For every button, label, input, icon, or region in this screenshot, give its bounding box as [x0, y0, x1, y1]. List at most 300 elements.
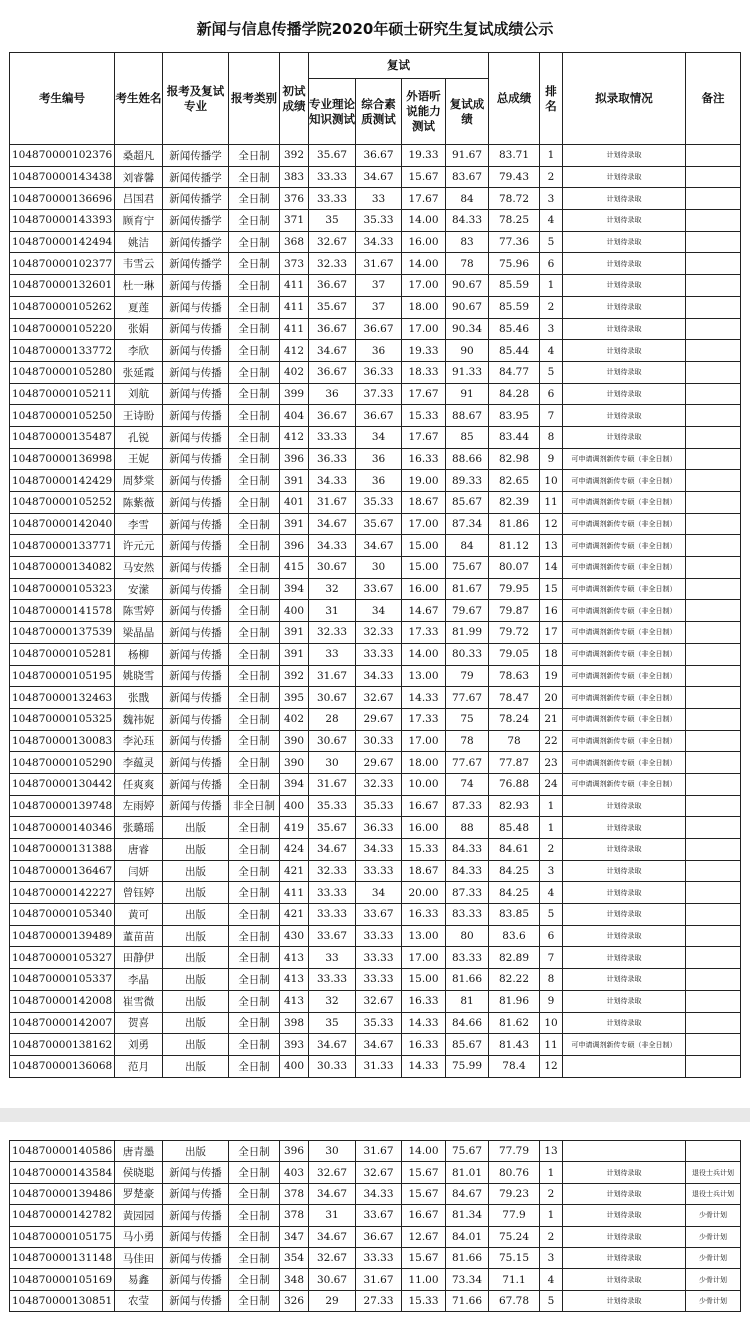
cell-name: 马佳田	[115, 1247, 163, 1268]
cell-theory: 35.67	[309, 296, 356, 318]
cell-status: 计划待录取	[563, 1290, 686, 1311]
cell-rank: 10	[540, 1012, 563, 1034]
cell-retest-score: 81.66	[446, 1247, 489, 1268]
cell-total: 79.05	[489, 643, 540, 665]
cell-remark	[686, 492, 741, 514]
cell-initial: 400	[280, 795, 309, 817]
cell-theory: 33.33	[309, 426, 356, 448]
cell-id: 104870000105169	[10, 1269, 115, 1290]
cell-retest-score: 71.66	[446, 1290, 489, 1311]
cell-remark	[686, 405, 741, 427]
cell-initial: 430	[280, 925, 309, 947]
cell-id: 104870000143584	[10, 1162, 115, 1183]
cell-status: 计划待录取	[563, 383, 686, 405]
table-row	[10, 231, 741, 253]
cell-language: 17.67	[402, 426, 446, 448]
cell-language: 20.00	[402, 882, 446, 904]
cell-name: 姚洁	[115, 231, 163, 253]
header-type: 报考类别	[229, 53, 280, 145]
cell-type: 全日制	[229, 1141, 280, 1162]
cell-total: 84.25	[489, 882, 540, 904]
cell-theory: 31	[309, 1205, 356, 1226]
cell-theory: 33.33	[309, 188, 356, 210]
cell-type: 全日制	[229, 535, 280, 557]
cell-total: 84.25	[489, 860, 540, 882]
cell-status: 计划待录取	[563, 904, 686, 926]
cell-remark: 少骨计划	[686, 1269, 741, 1290]
cell-initial: 400	[280, 1055, 309, 1077]
cell-language: 18.67	[402, 860, 446, 882]
cell-type: 全日制	[229, 925, 280, 947]
cell-retest-score: 90.34	[446, 318, 489, 340]
cell-major: 新闻传播学	[163, 145, 229, 167]
cell-initial: 378	[280, 1183, 309, 1204]
cell-id: 104870000132463	[10, 687, 115, 709]
cell-rank: 5	[540, 1290, 563, 1311]
cell-remark	[686, 426, 741, 448]
cell-type: 全日制	[229, 296, 280, 318]
cell-initial: 413	[280, 947, 309, 969]
cell-total: 81.62	[489, 1012, 540, 1034]
table-row	[10, 839, 741, 861]
table-row	[10, 969, 741, 991]
cell-quality: 29.67	[356, 708, 402, 730]
cell-theory: 36.67	[309, 405, 356, 427]
cell-id: 104870000105175	[10, 1226, 115, 1247]
cell-type: 全日制	[229, 145, 280, 167]
cell-remark	[686, 773, 741, 795]
cell-name: 黄可	[115, 904, 163, 926]
cell-rank: 10	[540, 470, 563, 492]
cell-language: 16.00	[402, 578, 446, 600]
cell-retest-score: 90	[446, 340, 489, 362]
cell-rank: 1	[540, 145, 563, 167]
cell-total: 77.79	[489, 1141, 540, 1162]
cell-theory: 33	[309, 947, 356, 969]
cell-major: 新闻传播学	[163, 210, 229, 232]
cell-rank: 5	[540, 904, 563, 926]
cell-status: 计划待录取	[563, 210, 686, 232]
cell-initial: 411	[280, 296, 309, 318]
cell-id: 104870000140586	[10, 1141, 115, 1162]
cell-id: 104870000105340	[10, 904, 115, 926]
cell-total: 79.95	[489, 578, 540, 600]
cell-retest-score: 81.99	[446, 622, 489, 644]
cell-major: 新闻与传播	[163, 1226, 229, 1247]
cell-name: 王妮	[115, 448, 163, 470]
cell-rank: 3	[540, 860, 563, 882]
cell-rank: 2	[540, 839, 563, 861]
table-row	[10, 643, 741, 665]
cell-initial: 402	[280, 708, 309, 730]
table-row	[10, 188, 741, 210]
cell-language: 14.00	[402, 253, 446, 275]
cell-total: 71.1	[489, 1269, 540, 1290]
cell-rank: 3	[540, 1247, 563, 1268]
cell-major: 新闻与传播	[163, 448, 229, 470]
cell-language: 13.00	[402, 925, 446, 947]
table-row	[10, 578, 741, 600]
cell-quality: 32.67	[356, 990, 402, 1012]
cell-name: 罗楚豪	[115, 1183, 163, 1204]
cell-id: 104870000142007	[10, 1012, 115, 1034]
cell-language: 15.67	[402, 166, 446, 188]
cell-type: 全日制	[229, 773, 280, 795]
cell-major: 出版	[163, 990, 229, 1012]
cell-quality: 33.33	[356, 969, 402, 991]
cell-total: 77.36	[489, 231, 540, 253]
table-row	[10, 1269, 741, 1290]
cell-theory: 34.67	[309, 340, 356, 362]
cell-type: 全日制	[229, 969, 280, 991]
page-break	[0, 1108, 750, 1122]
cell-theory: 34.67	[309, 839, 356, 861]
cell-status: 计划待录取	[563, 166, 686, 188]
cell-status: 计划待录取	[563, 1269, 686, 1290]
cell-total: 83.85	[489, 904, 540, 926]
table-row	[10, 513, 741, 535]
cell-language: 17.67	[402, 383, 446, 405]
cell-type: 全日制	[229, 947, 280, 969]
cell-rank: 8	[540, 969, 563, 991]
cell-major: 出版	[163, 1141, 229, 1162]
cell-major: 新闻与传播	[163, 600, 229, 622]
cell-total: 81.86	[489, 513, 540, 535]
cell-retest-score: 88	[446, 817, 489, 839]
cell-rank: 4	[540, 210, 563, 232]
cell-remark: 少骨计划	[686, 1247, 741, 1268]
cell-quality: 34	[356, 600, 402, 622]
cell-remark	[686, 253, 741, 275]
cell-id: 104870000143393	[10, 210, 115, 232]
cell-major: 新闻与传播	[163, 405, 229, 427]
cell-status: 可申请调剂新传专硕（非全日制）	[563, 752, 686, 774]
cell-status: 可申请调剂新传专硕（非全日制）	[563, 687, 686, 709]
cell-initial: 403	[280, 1162, 309, 1183]
cell-remark	[686, 990, 741, 1012]
cell-initial: 326	[280, 1290, 309, 1311]
cell-initial: 396	[280, 1141, 309, 1162]
page-title: 新闻与信息传播学院2020年硕士研究生复试成绩公示	[196, 20, 554, 38]
cell-rank: 12	[540, 1055, 563, 1077]
cell-name: 马安然	[115, 557, 163, 579]
cell-theory: 32.67	[309, 1247, 356, 1268]
cell-status: 计划待录取	[563, 275, 686, 297]
table-row	[10, 535, 741, 557]
cell-type: 全日制	[229, 188, 280, 210]
cell-language: 16.00	[402, 231, 446, 253]
score-table	[9, 52, 741, 1078]
cell-language: 18.00	[402, 752, 446, 774]
cell-type: 全日制	[229, 1290, 280, 1311]
cell-type: 全日制	[229, 752, 280, 774]
cell-quality: 31.67	[356, 1269, 402, 1290]
cell-name: 桑超凡	[115, 145, 163, 167]
cell-initial: 390	[280, 752, 309, 774]
table-row	[10, 730, 741, 752]
cell-name: 李蕴灵	[115, 752, 163, 774]
table-row	[10, 687, 741, 709]
cell-type: 全日制	[229, 1034, 280, 1056]
cell-language: 15.00	[402, 535, 446, 557]
cell-rank: 6	[540, 383, 563, 405]
cell-id: 104870000136467	[10, 860, 115, 882]
cell-rank: 11	[540, 1034, 563, 1056]
cell-major: 新闻传播学	[163, 231, 229, 253]
cell-remark	[686, 665, 741, 687]
cell-id: 104870000143438	[10, 166, 115, 188]
cell-remark	[686, 622, 741, 644]
cell-total: 79.23	[489, 1183, 540, 1204]
cell-rank: 18	[540, 643, 563, 665]
cell-quality: 34	[356, 882, 402, 904]
cell-id: 104870000142227	[10, 882, 115, 904]
cell-major: 新闻与传播	[163, 426, 229, 448]
cell-type: 全日制	[229, 1269, 280, 1290]
cell-name: 刘勇	[115, 1034, 163, 1056]
cell-status: 可申请调剂新传专硕（非全日制）	[563, 643, 686, 665]
cell-theory: 34.67	[309, 513, 356, 535]
cell-initial: 392	[280, 665, 309, 687]
cell-status: 计划待录取	[563, 882, 686, 904]
cell-status: 计划待录取	[563, 1012, 686, 1034]
cell-total: 76.88	[489, 773, 540, 795]
cell-type: 全日制	[229, 990, 280, 1012]
cell-quality: 37.33	[356, 383, 402, 405]
cell-initial: 411	[280, 318, 309, 340]
cell-language: 16.33	[402, 990, 446, 1012]
cell-initial: 415	[280, 557, 309, 579]
cell-theory: 36	[309, 383, 356, 405]
cell-name: 闫妍	[115, 860, 163, 882]
cell-total: 77.9	[489, 1205, 540, 1226]
cell-major: 出版	[163, 817, 229, 839]
cell-total: 78.24	[489, 708, 540, 730]
cell-retest-score: 75.99	[446, 1055, 489, 1077]
cell-total: 85.46	[489, 318, 540, 340]
cell-theory: 36.67	[309, 275, 356, 297]
cell-initial: 396	[280, 535, 309, 557]
cell-major: 新闻与传播	[163, 340, 229, 362]
cell-major: 新闻与传播	[163, 275, 229, 297]
cell-initial: 390	[280, 730, 309, 752]
cell-name: 孔锐	[115, 426, 163, 448]
cell-initial: 383	[280, 166, 309, 188]
cell-language: 15.00	[402, 969, 446, 991]
cell-name: 陈紫薇	[115, 492, 163, 514]
cell-theory: 32.33	[309, 253, 356, 275]
cell-retest-score: 84.67	[446, 1183, 489, 1204]
cell-rank: 1	[540, 1162, 563, 1183]
cell-quality: 32.33	[356, 773, 402, 795]
cell-quality: 34	[356, 426, 402, 448]
cell-total: 78.4	[489, 1055, 540, 1077]
cell-type: 全日制	[229, 231, 280, 253]
cell-total: 85.59	[489, 296, 540, 318]
cell-status: 计划待录取	[563, 1183, 686, 1204]
cell-retest-score: 83	[446, 231, 489, 253]
cell-name: 顾育宁	[115, 210, 163, 232]
cell-retest-score: 87.34	[446, 513, 489, 535]
cell-remark	[686, 708, 741, 730]
cell-rank: 2	[540, 296, 563, 318]
cell-retest-score: 84.33	[446, 210, 489, 232]
cell-initial: 376	[280, 188, 309, 210]
cell-total: 78.47	[489, 687, 540, 709]
cell-rank: 1	[540, 817, 563, 839]
cell-remark	[686, 752, 741, 774]
cell-theory: 30.67	[309, 730, 356, 752]
cell-name: 张戬	[115, 687, 163, 709]
cell-theory: 36.67	[309, 318, 356, 340]
cell-total: 85.44	[489, 340, 540, 362]
cell-retest-score: 74	[446, 773, 489, 795]
table-row	[10, 1205, 741, 1226]
table-row	[10, 166, 741, 188]
cell-type: 全日制	[229, 470, 280, 492]
cell-id: 104870000105262	[10, 296, 115, 318]
cell-language: 15.67	[402, 1183, 446, 1204]
cell-type: 全日制	[229, 361, 280, 383]
cell-language: 15.67	[402, 1162, 446, 1183]
table-row	[10, 492, 741, 514]
cell-type: 全日制	[229, 340, 280, 362]
cell-retest-score: 84	[446, 188, 489, 210]
cell-language: 19.33	[402, 340, 446, 362]
cell-total: 83.6	[489, 925, 540, 947]
cell-language: 18.67	[402, 492, 446, 514]
cell-retest-score: 84	[446, 535, 489, 557]
cell-quality: 34.67	[356, 166, 402, 188]
cell-total: 82.93	[489, 795, 540, 817]
cell-id: 104870000130851	[10, 1290, 115, 1311]
cell-retest-score: 91	[446, 383, 489, 405]
cell-rank: 9	[540, 990, 563, 1012]
cell-id: 104870000139748	[10, 795, 115, 817]
cell-remark	[686, 166, 741, 188]
cell-name: 唐睿	[115, 839, 163, 861]
cell-major: 新闻与传播	[163, 1269, 229, 1290]
cell-status: 可申请调剂新传专硕（非全日制）	[563, 600, 686, 622]
cell-status: 可申请调剂新传专硕（非全日制）	[563, 492, 686, 514]
cell-total: 75.96	[489, 253, 540, 275]
cell-initial: 393	[280, 1034, 309, 1056]
cell-initial: 371	[280, 210, 309, 232]
cell-name: 魏祎妮	[115, 708, 163, 730]
cell-theory: 36.33	[309, 448, 356, 470]
cell-language: 15.00	[402, 557, 446, 579]
cell-total: 83.71	[489, 145, 540, 167]
cell-id: 104870000105281	[10, 643, 115, 665]
cell-name: 张璐瑶	[115, 817, 163, 839]
cell-type: 全日制	[229, 860, 280, 882]
cell-type: 全日制	[229, 492, 280, 514]
cell-status: 计划待录取	[563, 318, 686, 340]
cell-quality: 36.67	[356, 318, 402, 340]
cell-remark	[686, 904, 741, 926]
cell-major: 新闻与传播	[163, 1290, 229, 1311]
cell-theory: 31.67	[309, 665, 356, 687]
cell-status: 可申请调剂新传专硕（非全日制）	[563, 513, 686, 535]
cell-language: 16.00	[402, 817, 446, 839]
cell-major: 出版	[163, 904, 229, 926]
cell-id: 104870000142008	[10, 990, 115, 1012]
cell-quality: 29.67	[356, 752, 402, 774]
cell-remark: 退役士兵计划	[686, 1162, 741, 1183]
cell-type: 全日制	[229, 383, 280, 405]
header-id: 考生编号	[10, 53, 115, 145]
cell-status: 计划待录取	[563, 860, 686, 882]
cell-language: 14.00	[402, 210, 446, 232]
cell-rank: 4	[540, 340, 563, 362]
cell-retest-score: 81.67	[446, 578, 489, 600]
cell-status: 计划待录取	[563, 947, 686, 969]
table-row	[10, 1183, 741, 1204]
cell-major: 新闻与传播	[163, 470, 229, 492]
cell-major: 新闻与传播	[163, 795, 229, 817]
cell-major: 新闻与传播	[163, 535, 229, 557]
cell-remark	[686, 1012, 741, 1034]
cell-status: 计划待录取	[563, 969, 686, 991]
cell-rank: 21	[540, 708, 563, 730]
cell-retest-score: 80	[446, 925, 489, 947]
cell-status: 可申请调剂新传专硕（非全日制）	[563, 665, 686, 687]
cell-name: 王诗盼	[115, 405, 163, 427]
cell-id: 104870000136998	[10, 448, 115, 470]
cell-total: 79.43	[489, 166, 540, 188]
cell-type: 全日制	[229, 275, 280, 297]
cell-theory: 32.33	[309, 622, 356, 644]
cell-name: 李沁珏	[115, 730, 163, 752]
cell-id: 104870000105323	[10, 578, 115, 600]
header-remark: 备注	[686, 53, 741, 145]
cell-remark	[686, 470, 741, 492]
cell-theory: 31.67	[309, 773, 356, 795]
cell-major: 出版	[163, 947, 229, 969]
cell-quality: 35.33	[356, 492, 402, 514]
cell-theory: 32	[309, 578, 356, 600]
cell-major: 新闻与传播	[163, 622, 229, 644]
cell-status: 计划待录取	[563, 340, 686, 362]
cell-rank: 23	[540, 752, 563, 774]
cell-language: 17.00	[402, 730, 446, 752]
cell-id: 104870000105250	[10, 405, 115, 427]
cell-remark	[686, 513, 741, 535]
cell-quality: 33.67	[356, 904, 402, 926]
cell-retest-score: 84.01	[446, 1226, 489, 1247]
cell-retest-score: 83.67	[446, 166, 489, 188]
cell-quality: 36	[356, 448, 402, 470]
cell-status: 计划待录取	[563, 990, 686, 1012]
cell-language: 16.67	[402, 795, 446, 817]
cell-theory: 30.67	[309, 557, 356, 579]
cell-retest-score: 77.67	[446, 752, 489, 774]
cell-language: 17.33	[402, 622, 446, 644]
cell-initial: 394	[280, 773, 309, 795]
cell-language: 14.33	[402, 1012, 446, 1034]
cell-theory: 35.67	[309, 145, 356, 167]
cell-retest-score: 88.67	[446, 405, 489, 427]
cell-theory: 34.33	[309, 535, 356, 557]
cell-name: 周梦棠	[115, 470, 163, 492]
cell-initial: 404	[280, 405, 309, 427]
cell-name: 侯晓聪	[115, 1162, 163, 1183]
cell-status: 可申请调剂新传专硕（非全日制）	[563, 730, 686, 752]
cell-id: 104870000132601	[10, 275, 115, 297]
table-row	[10, 773, 741, 795]
cell-quality: 30.33	[356, 730, 402, 752]
cell-theory: 35.33	[309, 795, 356, 817]
